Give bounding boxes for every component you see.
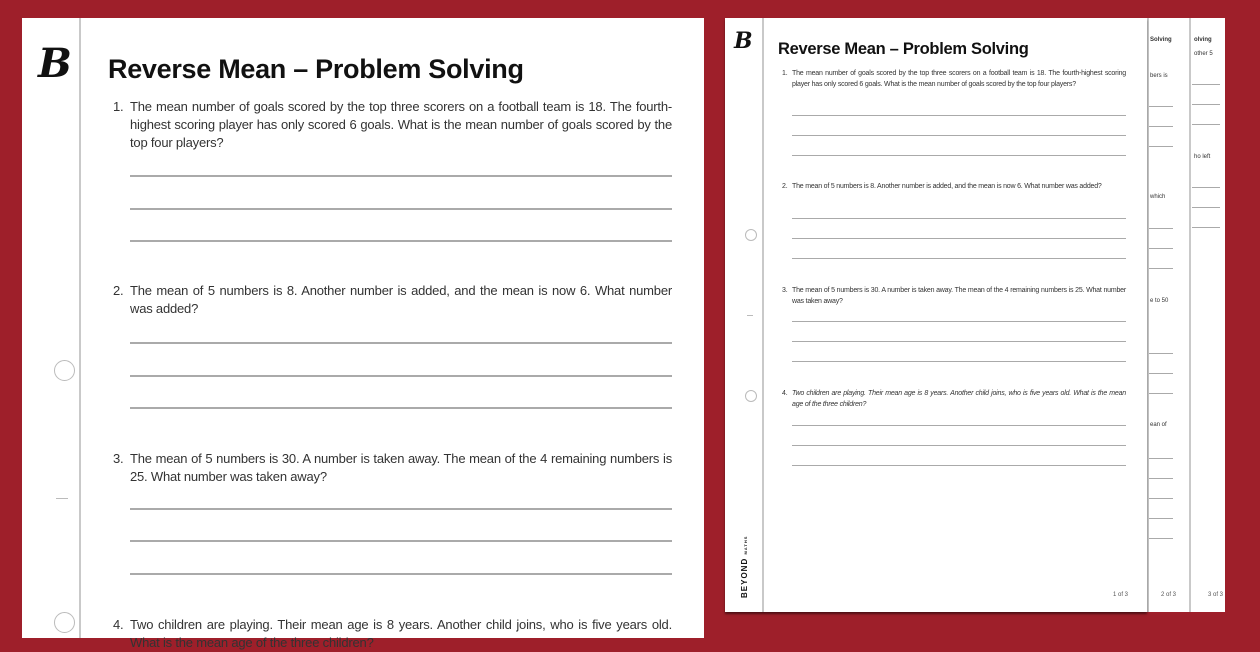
answer-line [792, 218, 1126, 219]
answer-line [130, 342, 672, 344]
question-number: 4. [113, 617, 124, 632]
question-2 [113, 282, 672, 318]
question-number: 4. [782, 390, 788, 397]
question-text: Two children are playing. Their mean age is 8 years. Another child joins, who is five years old. What is the mean age of the three children? [130, 617, 672, 650]
punch-hole [745, 390, 757, 402]
answer-line [130, 175, 672, 177]
brand-wordmark [740, 536, 749, 598]
text-fragment: bers is [1150, 73, 1168, 79]
question-text: The mean of 5 numbers is 8. Another number is added, and the mean is now 6. What number was added? [792, 183, 1102, 190]
question-text: The mean number of goals scored by the top three scorers on a football team is 18. The fourth-highest scoring player has only scored 6 goals. What is the mean number of goals scored by the top four players? [792, 70, 1126, 88]
question-text: The mean of 5 numbers is 8. Another number is added, and the mean is now 6. What number was added? [130, 283, 672, 316]
question-text: The mean of 5 numbers is 30. A number is taken away. The mean of the 4 remaining numbers is 25. What number was taken away? [130, 451, 672, 484]
question-number: 3. [113, 451, 124, 466]
answer-line [1149, 373, 1173, 374]
answer-line [792, 361, 1126, 362]
answer-line [792, 341, 1126, 342]
answer-line [1149, 478, 1173, 479]
answer-line [792, 238, 1126, 239]
answer-line [1149, 498, 1173, 499]
brand-suffix: MATHS [743, 535, 748, 555]
answer-line [1149, 518, 1173, 519]
question-text: The mean number of goals scored by the top three scorers on a football team is 18. The fourth-highest scoring player has only scored 6 goals. What is the mean number of goals scored by the top four players? [130, 99, 672, 150]
answer-line [1192, 104, 1220, 105]
fold-mark [747, 315, 753, 316]
worksheet-title: Reverse Mean – Problem Solving [108, 54, 524, 84]
answer-line [792, 445, 1126, 446]
question-1 [113, 98, 672, 152]
answer-line [1149, 353, 1173, 354]
question-text: Two children are playing. Their mean age is 8 years. Another child joins, who is five years old. What is the mean age of the three children? [792, 390, 1126, 408]
answer-line [130, 240, 672, 242]
page-number: 1 of 3 [1113, 592, 1129, 598]
question-text: The mean of 5 numbers is 30. A number is taken away. The mean of the 4 remaining numbers is 25. What number was taken away? [792, 287, 1126, 305]
fold-mark [56, 498, 68, 499]
answer-line [1149, 106, 1173, 107]
page-title-fragment: Solving [1150, 37, 1172, 43]
answer-line [792, 465, 1126, 466]
answer-line [792, 425, 1126, 426]
answer-line [1149, 458, 1173, 459]
question-number: 2. [113, 283, 124, 298]
answer-line [130, 508, 672, 510]
answer-line [792, 115, 1126, 116]
answer-line [1192, 187, 1220, 188]
margin-line [79, 18, 81, 638]
worksheet-page-2 [1147, 18, 1191, 612]
question-4 [113, 616, 672, 652]
page-number: 2 of 3 [1161, 592, 1177, 598]
page-number: 3 of 3 [1208, 592, 1224, 598]
question-3 [113, 450, 672, 486]
worksheet-title: Reverse Mean – Problem Solving [778, 40, 1029, 58]
text-fragment: e to 50 [1150, 298, 1169, 304]
text-fragment: ean of [1150, 422, 1167, 428]
answer-line [130, 407, 672, 409]
brand-logo: B [38, 40, 72, 87]
question-1 [782, 69, 1126, 90]
question-number: 1. [113, 99, 124, 114]
answer-line [792, 135, 1126, 136]
question-number: 1. [782, 70, 788, 77]
punch-hole [54, 360, 75, 381]
answer-line [130, 375, 672, 377]
answer-line [1192, 227, 1220, 228]
question-number: 2. [782, 183, 788, 190]
answer-line [1149, 228, 1173, 229]
answer-line [1149, 146, 1173, 147]
brand-logo: B [734, 28, 753, 54]
answer-line [1192, 84, 1220, 85]
question-3 [782, 286, 1126, 307]
text-fragment: other 5 [1194, 51, 1213, 57]
answer-line [792, 321, 1126, 322]
worksheet-page-1-small [725, 18, 1147, 612]
text-fragment: ho left [1194, 154, 1211, 160]
answer-line [1149, 126, 1173, 127]
answer-line [130, 573, 672, 575]
answer-line [1192, 124, 1220, 125]
question-number: 3. [782, 287, 788, 294]
answer-line [1149, 538, 1173, 539]
answer-line [1149, 248, 1173, 249]
answer-line [1192, 207, 1220, 208]
answer-line [792, 155, 1126, 156]
answer-line [1149, 268, 1173, 269]
answer-line [130, 540, 672, 542]
text-fragment: which [1150, 194, 1166, 200]
answer-line [130, 208, 672, 210]
question-4 [782, 389, 1126, 410]
brand-name: BEYOND [740, 557, 749, 598]
margin-line [762, 18, 764, 612]
worksheet-page-large [22, 18, 704, 650]
answer-line [792, 258, 1126, 259]
page-title-fragment: olving [1194, 37, 1212, 43]
answer-line [1149, 393, 1173, 394]
question-2 [782, 182, 1126, 193]
punch-hole [745, 229, 757, 241]
